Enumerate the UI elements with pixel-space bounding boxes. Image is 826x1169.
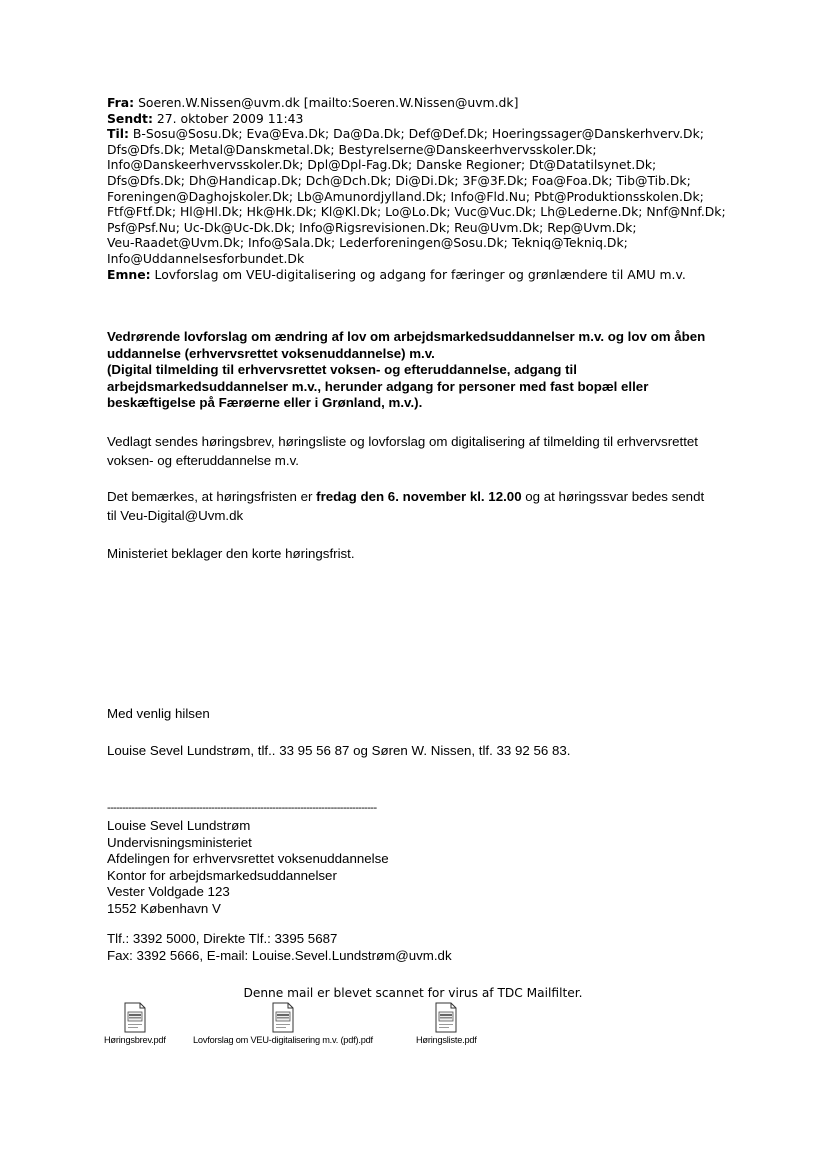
to-recipients-line: Info@Danskeerhvervsskoler.Dk; Dpl@Dpl-Fag.Dk; Danske Regioner; Dt@Datatilsynet.Dk; <box>107 157 657 173</box>
closing-line: Med venlig hilsen <box>107 706 210 721</box>
paragraph-line: Vedlagt sendes høringsbrev, høringsliste og lovforslag om digitalisering af tilmelding til erhvervsrettet <box>107 434 699 449</box>
attachment-filename: Lovforslag om VEU-digitalisering m.v. (pdf).pdf <box>193 1035 373 1045</box>
contact-line: Louise Sevel Lundstrøm, tlf.. 33 95 56 87 og Søren W. Nissen, tlf. 33 92 56 83. <box>107 743 571 758</box>
signature-line: Undervisningsministeriet <box>107 834 252 850</box>
to-recipients-line: Dfs@Dfs.Dk; Metal@Danskmetal.Dk; Bestyrelserne@Danskeerhvervsskoler.Dk; <box>107 141 597 157</box>
to-recipients-line: Psf@Psf.Nu; Uc-Dk@Uc-Dk.Dk; Info@Rigsrevisionen.Dk; Reu@Uvm.Dk; Rep@Uvm.Dk; <box>107 219 637 235</box>
to-recipients-line: Veu-Raadet@Uvm.Dk; Info@Sala.Dk; Lederforeningen@Sosu.Dk; Tekniq@Tekniq.Dk; <box>107 235 628 251</box>
attachment-horingsliste[interactable] <box>416 1002 477 1045</box>
paragraph-apology <box>107 545 747 564</box>
pdf-file-icon <box>271 1002 295 1033</box>
subject-label: Emne: <box>107 266 151 282</box>
heading-line: (Digital tilmelding til erhvervsrettet voksen- og efteruddannelse, adgang til <box>107 362 577 377</box>
to-recipients-line: B-Sosu@Sosu.Dk; Eva@Eva.Dk; Da@Da.Dk; Def@Def.Dk; Hoeringssager@Danskerhverv.Dk; <box>132 126 704 142</box>
heading-line: uddannelse (erhvervsrettet voksenuddannelse) m.v. <box>107 345 435 361</box>
from-row <box>107 95 727 111</box>
signature-line: Louise Sevel Lundstrøm <box>107 818 251 833</box>
deadline-text-post: og at høringssvar bedes sendt <box>521 489 705 504</box>
attachment-horingsbrev[interactable] <box>104 1002 166 1045</box>
signature-line: 1552 København V <box>107 900 221 916</box>
signature-line: Kontor for arbejdsmarkedsuddannelser <box>107 867 337 883</box>
signature-line: Afdelingen for erhvervsrettet voksenuddannelse <box>107 851 389 866</box>
sent-date: 27. oktober 2009 11:43 <box>156 110 304 126</box>
paragraph-line: Ministeriet beklager den korte høringsfrist. <box>107 546 355 561</box>
from-label: Fra: <box>107 95 135 110</box>
sent-label: Sendt: <box>107 110 153 126</box>
deadline-date: fredag den 6. november kl. 12.00 <box>316 489 522 504</box>
attachment-filename: Høringsbrev.pdf <box>104 1035 166 1045</box>
subject-text: Lovforslag om VEU-digitalisering og adgang for færinger og grønlændere til AMU m.v. <box>154 266 686 282</box>
signature-line: Vester Voldgade 123 <box>107 884 230 899</box>
paragraph-line: til Veu-Digital@Uvm.dk <box>107 507 244 523</box>
to-recipients-line: Foreningen@Daghojskoler.Dk; Lb@Amunordjylland.Dk; Info@Fld.Nu; Pbt@Produktionsskolen.Dk; <box>107 188 704 204</box>
signature-fax-email: Fax: 3392 5666, E-mail: Louise.Sevel.Lundstrøm@uvm.dk <box>107 947 452 963</box>
signature-divider: ---------------------------------------------------------------------------------------- <box>107 802 377 814</box>
from-address[interactable]: Soeren.W.Nissen@uvm.dk [mailto:Soeren.W.Nissen@uvm.dk] <box>138 95 519 110</box>
to-label: Til: <box>107 126 129 142</box>
contact-names <box>107 742 747 761</box>
sent-row <box>107 111 727 127</box>
email-header <box>107 95 727 282</box>
paragraph-line: voksen- og efteruddannelse m.v. <box>107 452 299 468</box>
paragraph-line <box>107 488 747 507</box>
signature-phone: Tlf.: 3392 5000, Direkte Tlf.: 3395 5687 <box>107 931 338 946</box>
paragraph-deadline <box>107 488 747 525</box>
attachment-lovforslag[interactable] <box>193 1002 373 1045</box>
to-recipients-line: Info@Uddannelsesforbundet.Dk <box>107 250 305 266</box>
pdf-file-icon <box>123 1002 147 1033</box>
paragraph-enclosures <box>107 433 747 470</box>
to-recipients-line: Ftf@Ftf.Dk; Hl@Hl.Dk; Hk@Hk.Dk; Kl@Kl.Dk; Lo@Lo.Dk; Vuc@Vuc.Dk; Lh@Lederne.Dk; Nnf@Nnf.Dk; <box>107 204 726 220</box>
heading-line: arbejdsmarkedsuddannelser m.v., herunder adgang for personer med fast bopæl eller <box>107 378 649 394</box>
pdf-file-icon <box>434 1002 458 1033</box>
attachment-filename: Høringsliste.pdf <box>416 1035 477 1045</box>
subject-row <box>107 267 727 283</box>
to-row <box>107 126 727 142</box>
deadline-text-pre: Det bemærkes, at høringsfristen er <box>107 489 317 504</box>
heading-line: beskæftigelse på Færøerne eller i Grønland, m.v.). <box>107 395 423 410</box>
to-recipients-line: Dfs@Dfs.Dk; Dh@Handicap.Dk; Dch@Dch.Dk; Di@Di.Dk; 3F@3F.Dk; Foa@Foa.Dk; Tib@Tib.Dk; <box>107 172 691 188</box>
letter-heading <box>107 329 747 412</box>
closing-greeting <box>107 705 747 724</box>
virus-scan-notice: Denne mail er blevet scannet for virus af TDC Mailfilter. <box>243 986 583 1000</box>
heading-line: Vedrørende lovforslag om ændring af lov om arbejdsmarkedsuddannelser m.v. og lov om åben <box>107 329 706 344</box>
signature-block <box>107 818 452 964</box>
